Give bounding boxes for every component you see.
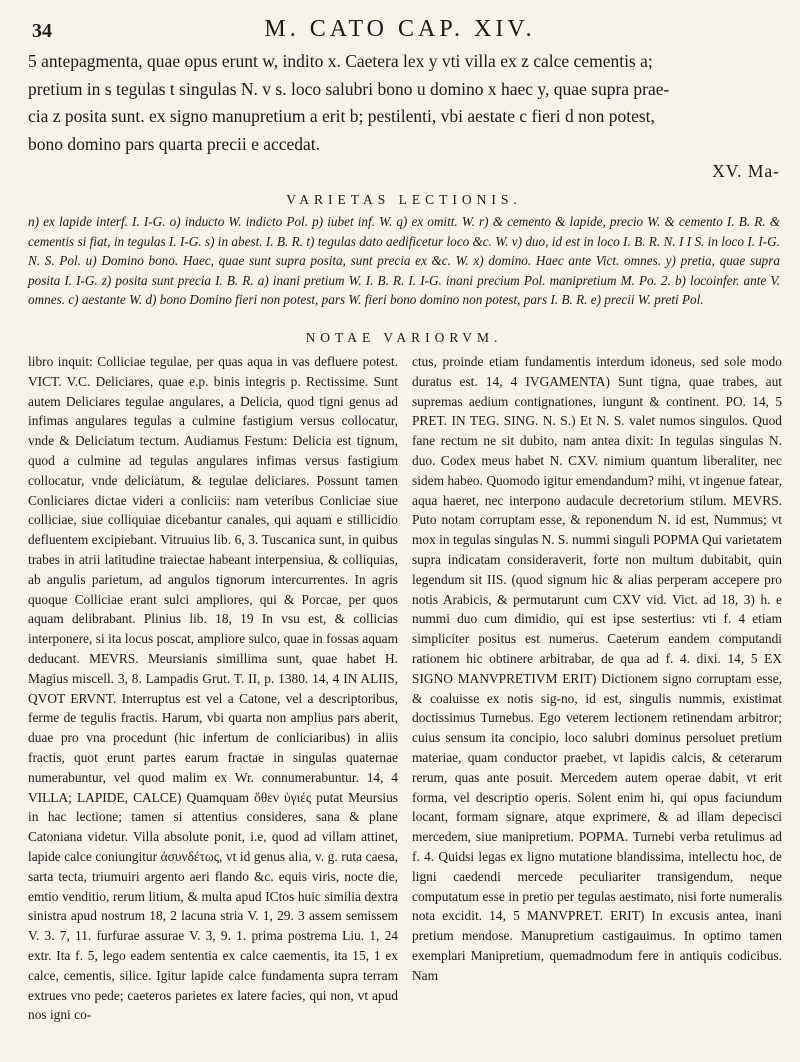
main-text [28,48,780,158]
main-line: 5 antepagmenta, quae opus erunt w, indito x. Caetera lex y vti villa ex z calce cementis a; [28,51,653,71]
main-line: pretium in s tegulas t singulas N. v s. loco salubri bono u domino x haec y, quae supra prae- [28,78,670,99]
notes-left-column [28,352,398,1025]
notes-right-column [412,352,782,986]
notes-heading: NOTAE VARIORVM. [305,330,503,345]
page-header [20,14,780,44]
page-number: 34 [32,20,52,42]
main-line: cia z posita sunt. ex signo manupretium a erit b; pestilenti, vbi aestate c fieri d non potest, [28,106,655,126]
running-head: M. CATO CAP. XIV. [264,16,536,42]
notes-right-text: ctus, proinde etiam fundamentis interdum idoneus, sed sole modo duratus est. 14, 4 IVGAMENTA) Sunt tigna, quae trabes, aut supremas aedium contignationes, iungunt & continent. PO. 14, 5 PRET. IN TEG. SING. N. S.) Et N. S. valet numos singulos. Quod fane rectum ne sit dubito, nam antea dixit: In tegulas singulas N. duo. Codex meus habet N. CXV. nimium quantum liberaliter, nec sidem habeo. Quomodo igitur emendandum? mihi, vt ingenue fatear, aqua haeret, nec interpono audacule decretorium stilum. MEVRS. Puto notam corruptam esse, & reponendum N. id est, Nummus; vt mox in tegulas singulas N. S. nummi singuli POPMA Qui varietatem supra indicatam consideraverit, forte non multum dubitabit, quin legendum sit IIS. (quod signum hic & alias perperam accepere pro notis Arabicis, & permutarunt cum CXV vid. Vict. ad 18, 3) h. e nummi duo cum dimidio, qui est ipse sestertius: vti f. 4 etiam simpliciter positus est numerus. Caeterum eandem computandi rationem hic obtinere arbitrabar, de qua ad f. 4. dixi. 14, 5 EX SIGNO MANVPRETIVM ERIT) Dictionem signo corruptam esse, & coaluisse ex notis sig-no, id est, singulis nummis, existimat doctissimus Turnebus. Ego veterem lectionem retinendam arbitror; cuius sensum ita concipio, loco salubri dominus persoluet pretium materiae, quam conductor praebet, vt lapidis calcis, & ceterarum rerum, quas ante posuit. Mercedem autem operae dabit, vt erit forma, vel descriptio operis. Solent enim hi, qui opus faciundum locant, formam signare, atque exprimere, & ad illam depecisci mercedem, siue manipretium. POPMA. Turnebi verba retulimus ad f. 4. Quidsi legas ex ligno mutatione blandissima, intellectu hoc, de ligni caedendi mercede peculiariter transigendum, neque computatum esse in pretio per tegulas aestimato, nisi forte numeralis nota excidit. 14, 5 MANVPRET. ERIT) In excusis antea, inani pretium mendose. Manupretium castigauimus. In optimo tamen exemplari Manipretium, quemadmodum fere in antiquis codicibus. Nam [412,354,782,983]
variants-paragraph: n) ex lapide interf. I. I-G. o) inducto W. indicto Pol. p) iubet inf. W. q) ex omitt. W. r) & cemento & lapide, precio W. & cemento I. B. R. & cementis si fiat, in tegulas I. I-G. s) in abest. I. B. R. t) tegulas dato aedificetur loco &c. W. v) duo, id est in loco I. B. R. N. I I S. in loco I. I-G. N. S. Pol. u) Domino bono. Haec, quae sunt supra posita, sunt precia ex &c. W. x) domino. Haec ante Vict. omnes. y) pretia, quae supra posita I. I-G. z) posita sunt precia I. B. R. a) inani pretium W. I. B. R. I. I-G. inani precium Pol. manipretium M. Po. 2. b) locoinfer. ante V. omnes. c) aestante W. d) bono Domino fieri non potest, pars W. fieri bono domino non potest, pars I. B. R. e) precii W. preti Pol. [28,214,780,307]
section-catchword: XV. Ma- [712,161,780,181]
notes-left-text: libro inquit: Colliciae tegulae, per quas aqua in vas defluere potest. VICT. V.C. Deliciares, quae e.p. binis integris p. Rectissime. Sunt autem Deliciares tegulae angulares, a Delicia, quod tigni genus ad infimas angulares tegulas a culmine fastigium versus collocatur, vnde & Deliciatum tectum. Audiamus Festum: Delicia est tignum, quod a culmine ad tegulas angulares infimas versus fastigium collocatur, vnde deliciatum, & tegulae deliciares. Possunt tamen Conliciares dictae videri a conliciis: nam veteribus Conliciae siue colliciae, siue colliquiae dicebantur canales, qui aquam e stillicidio defluentem excipiebant. Vitruuius lib. 6, 3. Tuscanica sunt, in quibus trabes in atrii latitudine traiectae habeant interpensiua, & colliquias, ab angulis parietum, ad angulos tignorum intercurrentes. In agris quoque Colliciae erant sulci ampliores, qui & Porcae, per quos aquam delibrabant. Plinius lib. 18, 19 In vsu est, & collicias interponere, si ita locus poscat, ampliore sulco, quae in fossas aquam deducant. MEVRS. Meursianis simillima sunt, quae habet H. Magius miscell. 3, 8. Lampadis Grut. T. II, p. 1380. 14, 4 IN ALIIS, QVOT ERVNT. Interruptus est vel a Catone, vel a descriptoribus, ferme de tegulis fractis. Harum, vbi quarta non amplius pars aberit, duae pro vna procedunt (hic infertum de conliciaribus) in aliis fractis, quot erunt partes earum fractae in singulas quaternae numerabuntur, vel quod malim ex Wr. connumerabuntur. 14, 4 VILLA; LAPIDE, CALCE) Quamquam ὅθεν ὑγιές putat Meursius in hac lectione; tamen si attentius consideres, sana & plane Catoniana videtur. Villa absolute ponit, i.e, quod ad villam attinet, lapide calce coniungitur ἀσυνδέτως, vt id genus alia, v. g. ruta caesa, sarta tecta, triumuiri argento aeri flando &c. equis viris, nocte die, emtio venditio, rerum litium, & multa apud ICtos huic similia dextra sinistra apud nostrum 18, 2 lacuna stria V. 1, 29. 3 assem semissem V. 3. 7, 11. furfurae assurae V. 3, 9. 1. prima postrema Liu. 1, 24 extr. Ita f. 5, lego eadem sententia ex calce caementis, ita 15, 1 ex calce, cementis, silice. Igitur lapide calce fundamenta supra terram extrues vno pede; caeteros parietes ex latere facies, qui non, vt apud nos igni co- [28,354,398,1023]
variants-heading: VARIETAS LECTIONIS. [286,192,522,207]
variants-text [28,212,780,310]
main-line: bono domino pars quarta precii e accedat. [28,133,321,154]
